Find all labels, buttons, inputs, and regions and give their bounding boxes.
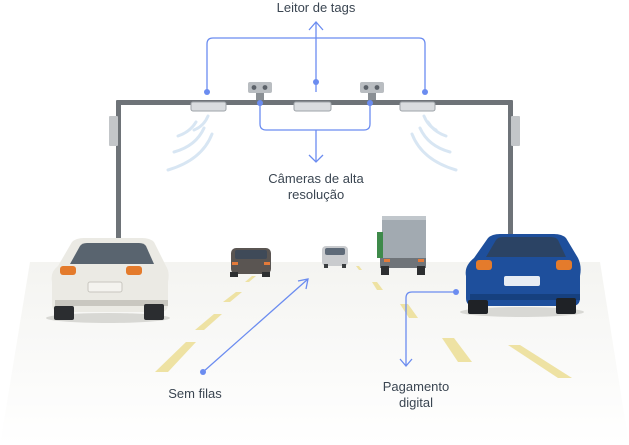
cameras-label-line1: Câmeras de alta	[268, 171, 364, 186]
tag-reader-dot-right	[422, 89, 428, 95]
no-queues-label: Sem filas	[168, 386, 222, 401]
payment-label	[368, 379, 464, 411]
tag-reader-dot-center	[313, 79, 319, 85]
camera-dot-right	[367, 100, 373, 106]
blue-car	[460, 234, 584, 317]
gantry-left-box	[109, 116, 118, 146]
tag-reader-dot-left	[204, 89, 210, 95]
dark-car	[230, 248, 271, 277]
payment-dot	[453, 289, 459, 295]
cameras-label	[246, 171, 386, 203]
signal-wave-icon	[168, 116, 456, 170]
truck	[377, 216, 426, 275]
far-car	[322, 246, 348, 268]
gantry-right-box	[511, 116, 520, 146]
white-car	[46, 238, 170, 323]
cameras-label-line2: resolução	[287, 187, 345, 202]
payment-label-line2: digital	[399, 395, 433, 410]
tag-reader-label: Leitor de tags	[276, 0, 356, 15]
no-queues-dot	[200, 369, 206, 375]
camera-connector	[260, 104, 370, 162]
payment-label-line1: Pagamento	[382, 379, 450, 394]
camera-dot-left	[257, 100, 263, 106]
